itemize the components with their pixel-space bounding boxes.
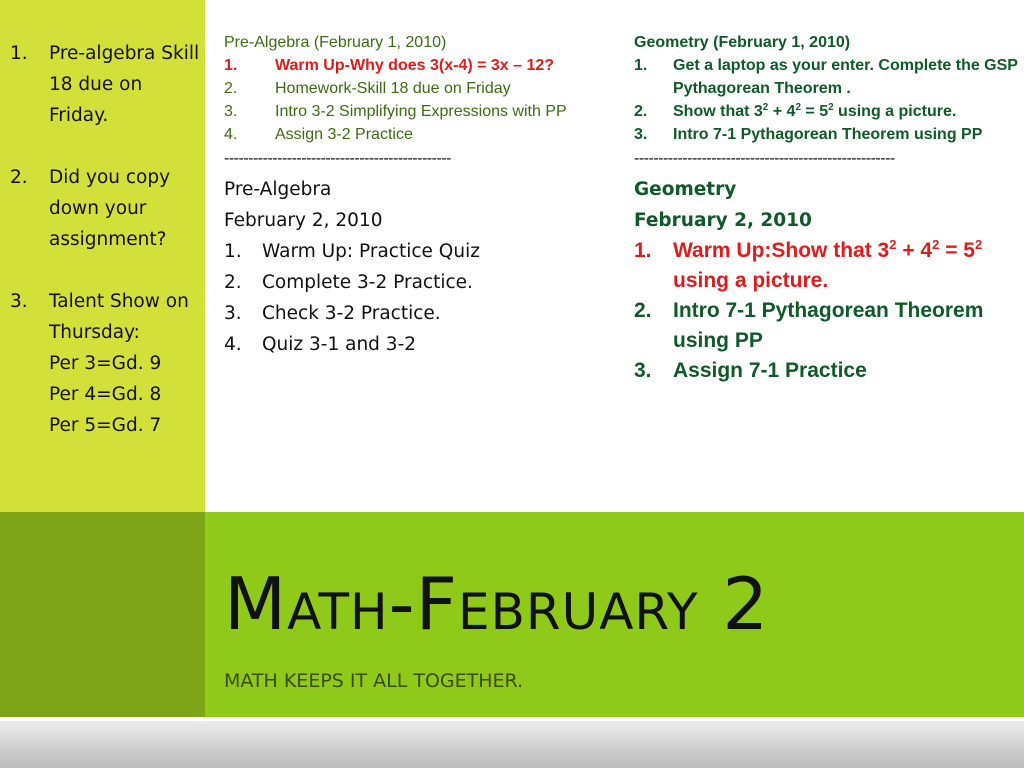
item-number: 3. <box>10 291 28 312</box>
slide-subtitle: MATH KEEPS IT ALL TOGETHER. <box>224 670 524 692</box>
dashed-separator: ----------------------------------------------- <box>224 150 451 167</box>
list-item <box>634 236 1019 296</box>
exponent: 2 <box>762 102 769 114</box>
text-part: using a picture. <box>673 269 829 292</box>
exponent: 2 <box>889 237 897 253</box>
item-number: 1. <box>634 57 648 74</box>
item-text: Intro 7-1 Pythagorean Theorem using PP <box>673 299 984 352</box>
item-number: 4. <box>224 334 242 355</box>
list-item <box>634 356 1019 386</box>
prealgebra-feb1-heading: Pre-Algebra (February 1, 2010) <box>224 34 447 51</box>
list-item <box>224 54 604 77</box>
announcements-panel <box>0 0 205 512</box>
geometry-feb2-heading: Geometry <box>634 179 737 200</box>
title-band-accent <box>0 512 205 717</box>
talent-show-line: Per 5=Gd. 7 <box>49 415 162 436</box>
geometry-column <box>634 32 1019 386</box>
text-part: = 5 <box>800 103 829 120</box>
prealgebra-feb1-list <box>224 54 604 146</box>
item-text: Complete 3-2 Practice. <box>262 272 473 293</box>
item-number: 2. <box>10 167 28 188</box>
text-part: = 5 <box>939 239 975 262</box>
item-number: 2. <box>224 80 238 97</box>
announcement-item <box>10 286 200 441</box>
exponent: 2 <box>828 102 834 114</box>
announcement-item <box>10 162 200 255</box>
item-number: 4. <box>224 126 238 143</box>
item-text: Intro 7-1 Pythagorean Theorem using PP <box>673 126 983 143</box>
geometry-feb2-list <box>634 236 1019 386</box>
item-number: 1. <box>224 57 238 74</box>
item-text: Warm Up-Why does 3(x-4) = 3x – 12? <box>275 57 555 74</box>
text-part: + 4 <box>896 239 933 262</box>
item-text <box>673 103 956 120</box>
item-number: 3. <box>634 126 648 143</box>
prealgebra-column <box>224 32 604 360</box>
item-number: 3. <box>634 359 652 382</box>
geometry-feb1-list <box>634 54 1019 146</box>
list-item <box>224 298 604 329</box>
announcement-text: Pre-algebra Skill 18 due on Friday. <box>49 43 200 126</box>
list-item <box>634 54 1019 100</box>
dashed-separator: ------------------------------------------------------ <box>634 150 895 167</box>
item-text: Homework-Skill 18 due on Friday <box>275 80 511 97</box>
item-text <box>673 239 982 292</box>
item-text: Quiz 3-1 and 3-2 <box>262 334 417 355</box>
list-item <box>224 236 604 267</box>
item-number: 1. <box>224 241 242 262</box>
prealgebra-feb2-date: February 2, 2010 <box>224 210 383 231</box>
item-number: 3. <box>224 303 242 324</box>
item-number: 3. <box>224 103 238 120</box>
footer-band <box>0 721 1024 768</box>
announcement-text: Talent Show on Thursday: <box>49 291 189 343</box>
list-item <box>224 267 604 298</box>
list-item <box>224 123 604 146</box>
talent-show-line: Per 4=Gd. 8 <box>49 384 162 405</box>
item-text: Assign 3-2 Practice <box>275 126 413 143</box>
geometry-feb2-date: February 2, 2010 <box>634 210 812 231</box>
list-item <box>224 77 604 100</box>
list-item <box>634 100 1019 123</box>
slide-title: Math-February 2 <box>224 562 770 646</box>
geometry-feb1-heading: Geometry (February 1, 2010) <box>634 34 851 51</box>
list-item <box>634 123 1019 146</box>
item-number: 2. <box>634 299 652 322</box>
list-item <box>634 296 1019 356</box>
item-text: Check 3-2 Practice. <box>262 303 441 324</box>
announcement-item <box>10 38 200 131</box>
announcement-text: Did you copy down your assignment? <box>49 167 171 250</box>
prealgebra-feb2-heading: Pre-Algebra <box>224 179 332 200</box>
text-part: Warm Up:Show that 3 <box>673 239 890 262</box>
item-text: Assign 7-1 Practice <box>673 359 867 382</box>
exponent: 2 <box>932 237 940 253</box>
text-part: + 4 <box>768 103 796 120</box>
prealgebra-feb2-list <box>224 236 604 360</box>
talent-show-line: Per 3=Gd. 9 <box>49 353 162 374</box>
item-text: Intro 3-2 Simplifying Expressions with PP <box>275 103 567 120</box>
item-number: 2. <box>634 103 648 120</box>
text-part: using a picture. <box>833 103 957 120</box>
item-text: Warm Up: Practice Quiz <box>262 241 480 262</box>
item-number: 2. <box>224 272 242 293</box>
item-number: 1. <box>634 239 652 262</box>
announcements-list <box>10 38 200 441</box>
list-item <box>224 329 604 360</box>
list-item <box>224 100 604 123</box>
exponent: 2 <box>974 237 983 253</box>
exponent: 2 <box>795 102 801 114</box>
item-number: 1. <box>10 43 28 64</box>
item-text: Get a laptop as your enter. Complete the GSP Pythagorean Theorem . <box>673 57 1018 97</box>
text-part: Show that 3 <box>673 103 763 120</box>
